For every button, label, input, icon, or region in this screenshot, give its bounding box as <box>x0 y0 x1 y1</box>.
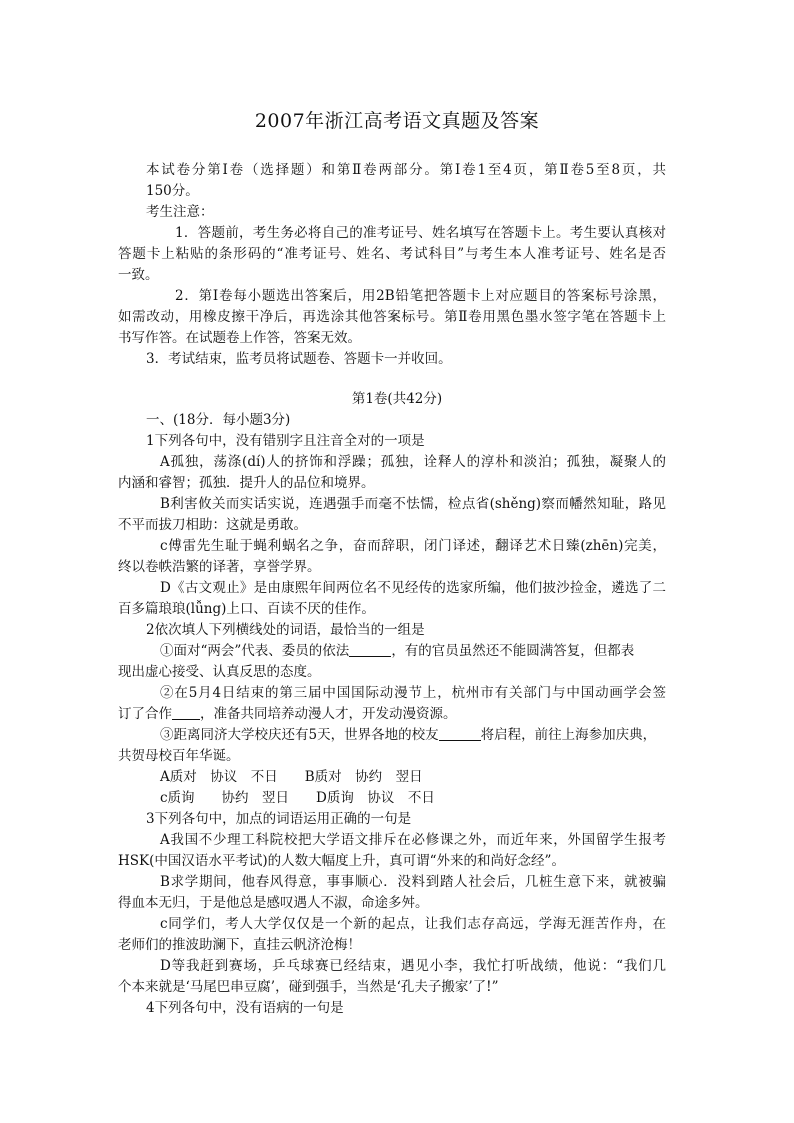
option-d: D《古文观止》是由康熙年间两位名不见经传的选家所编，他们披沙捡金，遴选了二 <box>160 580 666 596</box>
notice-item: 3．考试结束，监考员将试题卷、答题卡一并收回。 <box>146 351 452 367</box>
fill-blank <box>349 642 391 657</box>
option-d: 百多篇琅琅(lǚng)上口、百读不厌的佳作。 <box>118 601 375 617</box>
question-stem: 1下列各句中，没有错别字且注音全对的一项是 <box>146 433 425 449</box>
option-c: c傅雷先生耻于蝇利蜗名之争，奋而辞职，闭门译述，翻译艺术日臻(zhēn)完美， <box>160 538 666 554</box>
option-d: D等我赶到赛场，乒乓球赛已经结束，遇见小李，我忙打听战绩，他说：“我们几 <box>160 958 666 974</box>
question-stem: 4下列各句中，没有语病的一句是 <box>146 1000 344 1016</box>
option-c: 终以卷帙浩繁的译著，享誉学界。 <box>118 559 321 575</box>
sentence-1: ①面对“两会”代表、委员的依法 ，有的官员虽然还不能圆满答复，但都表 <box>160 643 635 659</box>
sentence-2: ②在5月4日结束的第三届中国国际动漫节上，杭州市有关部门与中国动画学会签 <box>160 685 666 701</box>
option-b: 得血本无归，于是他总是感叹遇人不淑，命途多舛。 <box>118 895 429 911</box>
option-c: c同学们，考人大学仅仅是一个新的起点，让我们志存高远，学海无涯苦作舟，在 <box>160 916 666 932</box>
option-b: B求学期间，他春风得意，事事顺心．没料到踏人社会后，几桩生意下来，就被骗 <box>160 874 666 890</box>
notice-item: 书写作答。在试题卷上作答，答案无效。 <box>118 330 361 346</box>
notice-item: 如需改动，用橡皮擦干净后，再选涂其他答案标号。第Ⅱ卷用黑色墨水签字笔在答题卡上 <box>118 309 666 325</box>
notice-item: 1．答题前，考生务必将自己的准考证号、姓名填写在答题卡上。考生要认真核对 <box>175 225 666 241</box>
sentence-3: ③距离同济大学校庆还有5天，世界各地的校友 将启程，前往上海参加庆典， <box>160 727 657 743</box>
answer-options: A质对 协议 不日 B质对 协约 翌日 <box>160 769 423 785</box>
option-b: B利害攸关而实话实说，连遇强手而毫不怯懦，检点省(shěng)察而幡然知耻，路见 <box>160 496 666 512</box>
option-a: HSK(中国汉语水平考试)的人数大幅度上升，真可谓“外来的和尚好念经”。 <box>118 853 565 869</box>
page-title: 2007年浙江高考语文真题及答案 <box>254 110 540 132</box>
notice-item: 答题卡上粘贴的条形码的“准考证号、姓名、考试科目”与考生本人准考证号、姓名是否 <box>118 246 666 262</box>
section-heading: 第1卷(共42分) <box>351 391 443 407</box>
sentence-2: 订了合作 ，准备共同培养动漫人才，开发动漫资源。 <box>118 706 457 722</box>
option-b: 不平而拔刀相助：这就是勇敢。 <box>118 517 307 533</box>
notice-item: 一致。 <box>118 267 159 283</box>
question-stem: 2依次填人下列横线处的词语，最恰当的一组是 <box>146 622 425 638</box>
option-a: A我国不少理工科院校把大学语文排斥在必修课之外，而近年来，外国留学生报考 <box>160 832 666 848</box>
option-c: 老师们的推波助澜下，直挂云帆济沧梅！ <box>118 937 361 953</box>
intro-line: 本试卷分第Ⅰ卷（选择题）和第Ⅱ卷两部分。第Ⅰ卷1至4页，第Ⅱ卷5至8页，共 <box>146 162 666 178</box>
question-stem: 3下列各句中，加点的词语运用正确的一句是 <box>146 811 412 827</box>
option-a: 内涵和睿智；孤独．提升人的品位和境界。 <box>118 475 375 491</box>
sentence-1: 现出虚心接受、认真反思的态度。 <box>118 664 321 680</box>
answer-options: c质询 协约 翌日 D质询 协议 不日 <box>160 790 435 806</box>
notice-label: 考生注意： <box>146 204 214 220</box>
sentence-3: 共贺母校百年华诞。 <box>118 748 240 764</box>
fill-blank <box>439 726 481 741</box>
notice-item: 2．第Ⅰ卷每小题选出答案后，用2B铅笔把答题卡上对应题目的答案标号涂黑， <box>175 288 666 304</box>
option-a: A孤独，荡涤(dí)人的挤饰和浮躁；孤独，诠释人的淳朴和淡泊；孤独，凝聚人的 <box>160 454 666 470</box>
intro-line: 150分。 <box>146 183 199 199</box>
fill-blank <box>172 705 200 720</box>
option-d: 个本来就是‘马尾巴串豆腐’，碰到强手，当然是‘孔夫子搬家’了!” <box>118 979 499 995</box>
part-heading: 一、(18分．每小题3分) <box>146 412 291 428</box>
